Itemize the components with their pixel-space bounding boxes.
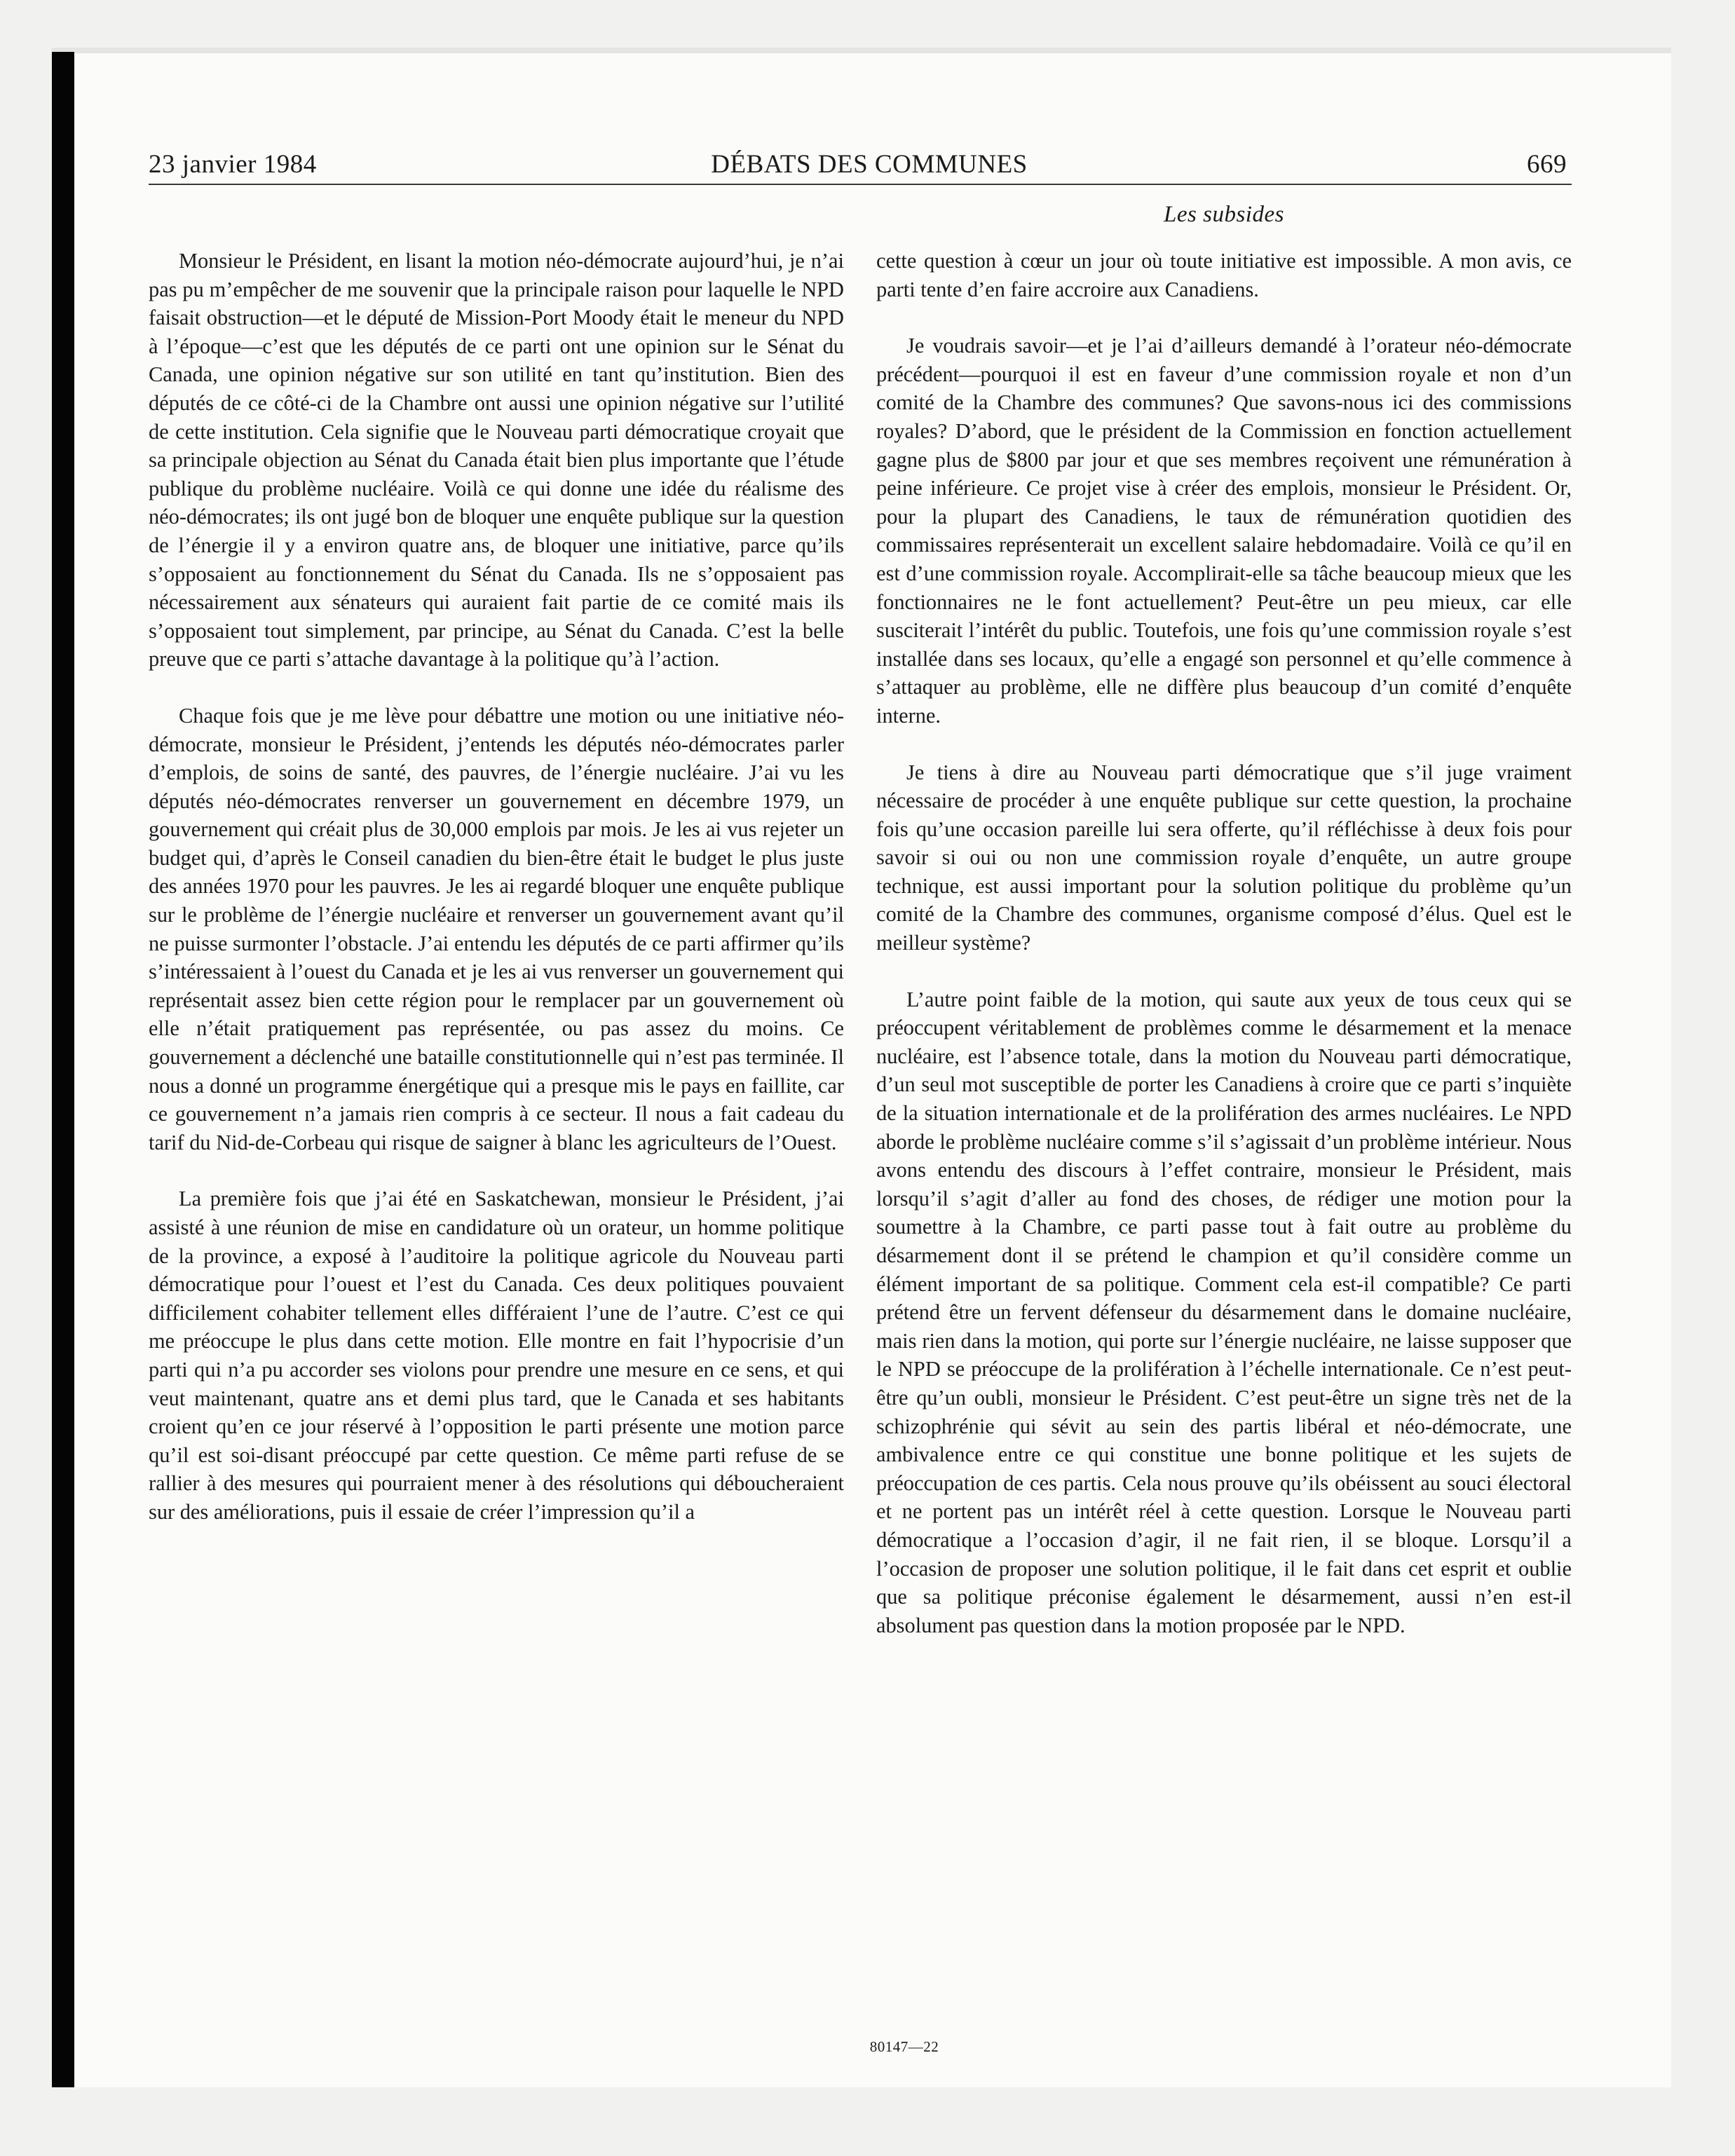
header-page-number: 669 <box>1527 150 1567 179</box>
header-title: DÉBATS DES COMMUNES <box>711 150 1028 179</box>
paragraph-continued: cette question à cœur un jour où toute initiative est impossible. A mon avis, ce parti tente d’en faire accroire aux Canadiens. <box>876 249 1572 301</box>
header-date: 23 janvier 1984 <box>149 150 317 179</box>
paragraph: Je voudrais savoir—et je l’ai d’ailleurs demandé à l’orateur néo-démocrate précédent—pourquoi il est en faveur d’une commission royale et non d’un comité de la Chambre des communes? Que savons-nous ici des commissions royales? D’abord, que le président de la Commission en fonction actuellement gagne plus de $800 par jour et que ses membres reçoivent une rémunération à peine inférieure. Ce projet vise à créer des emplois, monsieur le Président. Or, pour la plupart des Canadiens, le taux de rémunération quotidien des commissaires représenterait un excellent salaire hebdomadaire. Voilà ce qu’il en est d’une commission royale. Accomplirait-elle sa tâche beaucoup mieux que les fonctionnaires ne le font actuellement? Peut-être un peu mieux, car elle susciterait l’intérêt du public. Toutefois, une fois qu’une commission royale s’est installée dans ses locaux, qu’elle a engagé son personnel et qu’elle commence à s’attaquer au problème, elle ne diffère plus beaucoup d’un comité d’enquête interne. <box>876 334 1572 728</box>
section-heading: Les subsides <box>1164 202 1284 227</box>
scan-top-shadow <box>52 48 1671 53</box>
paragraph: Chaque fois que je me lève pour débattre une motion ou une initiative néo-démocrate, monsieur le Président, j’entends les députés néo-démocrates parler d’emplois, de soins de santé, des pauvres, de l’énergie nucléaire. J’ai vu les députés néo-démocrates renverser un gouvernement en décembre 1979, un gouvernement qui créait plus de 30,000 emplois par mois. Je les ai vus rejeter un budget qui, d’après le Conseil canadien du bien-être était le budget le plus juste des années 1970 pour les pauvres. Je les ai regardé bloquer une enquête publique sur le problème de l’énergie nucléaire et renverser un gouvernement avant qu’il ne puisse surmonter l’obstacle. J’ai entendu les députés de ce parti affirmer qu’ils s’intéressaient à l’ouest du Canada et je les ai vus renverser un gouvernement qui représentait assez bien cette région pour le remplacer par un gouvernement où elle n’était pratiquement pas représentée, ou pas assez du moins. Ce gouvernement a déclenché une bataille constitutionnelle qui n’est pas terminée. Il nous a donné un programme énergétique qui a presque mis le pays en faillite, car ce gouvernement n’a jamais rien compris à ce secteur. Il nous a fait cadeau du tarif du Nid-de-Corbeau qui risque de saigner à blanc les agriculteurs de l’Ouest. <box>149 703 844 1154</box>
paragraph: Monsieur le Président, en lisant la motion néo-démocrate aujourd’hui, je n’ai pas pu m’empêcher de me souvenir que la principale raison pour laquelle le NPD faisait obstruction—et le député de Mission-Port Moody était le meneur du NPD à l’époque—c’est que les députés de ce parti ont une opinion sur le Sénat du Canada, une opinion négative sur son utilité en tant qu’institution. Bien des députés de ce côté-ci de la Chambre ont aussi une opinion négative sur l’utilité de cette institution. Cela signifie que le Nouveau parti démocratique croyait que sa principale objection au Sénat du Canada était bien plus importante que l’étude publique du problème nucléaire. Voilà ce qui donne une idée du réalisme des néo-démocrates; ils ont jugé bon de bloquer une enquête publique sur la question de l’énergie il y a environ quatre ans, de bloquer une initiative, parce qu’ils s’opposaient au fonctionnement du Sénat du Canada. Ils ne s’opposaient pas nécessairement aux sénateurs qui auraient fait partie de ce comité mais ils s’opposaient tout simplement, par principe, au Sénat du Canada. C’est la belle preuve que ce parti s’attache davantage à la politique qu’à l’action. <box>149 249 844 671</box>
footer-code: 80147—22 <box>869 2038 939 2055</box>
scan-edge <box>52 52 74 2087</box>
paragraph: L’autre point faible de la motion, qui saute aux yeux de tous ceux qui se préoccupent véritablement de problèmes comme le désarmement et la menace nucléaire, est l’absence totale, dans la motion du Nouveau parti démocratique, d’un seul mot susceptible de porter les Canadiens à croire que ce parti s’inquiète de la situation internationale et de la prolifération des armes nucléaires. Le NPD aborde le problème nucléaire comme s’il s’agissait d’un problème intérieur. Nous avons entendu des discours à l’effet contraire, monsieur le Président, mais lorsqu’il s’agit d’aller au fond des choses, de rédiger une motion pour la soumettre à la Chambre, ce parti passe tout à fait outre au problème du désarmement dont il se prétend le champion et qu’il considère comme un élément important de sa politique. Comment cela est-il compatible? Ce parti prétend être un fervent défenseur du désarmement dans le domaine nucléaire, mais rien dans la motion, qui porte sur l’énergie nucléaire, ne laisse supposer que le NPD se préoccupe de la prolifération à l’échelle internationale. Ce n’est peut-être qu’un oubli, monsieur le Président. C’est peut-être un signe très net de la schizophrénie qui sévit au sein des partis libéral et néo-démocrate, une ambivalence entre ce qui constitue une bonne politique et les sujets de préoccupation de ces partis. Cela nous prouve qu’ils obéissent au souci électoral et ne portent pas un intérêt réel à cette question. Lorsque le Nouveau parti démocratique a l’occasion d’agir, il ne fait rien, il se bloque. Lorsqu’il a l’occasion de proposer une solution politique, il le fait dans cet esprit et oublie que sa politique préconise également le désarmement, aussi n’en est-il absolument pas question dans la motion proposée par le NPD. <box>876 987 1572 1637</box>
paragraph: La première fois que j’ai été en Saskatchewan, monsieur le Président, j’ai assisté à une réunion de mise en candidature où un orateur, un homme politique de la province, a exposé à l’auditoire la politique agricole du Nouveau parti démocratique pour l’ouest et l’est du Canada. Ces deux politiques pouvaient difficilement cohabiter tellement elles différaient l’une de l’autre. C’est ce qui me préoccupe le plus dans cette motion. Elle montre en fait l’hypocrisie d’un parti qui n’a pu accorder ses violons pour prendre une mesure en ce sens, et qui veut maintenant, quatre ans et demi plus tard, que le Canada et ses habitants croient qu’en ce jour réservé à l’opposition le parti présente une motion parce qu’il est soi-disant préoccupé par cette question. Ce même parti refuse de se rallier à des mesures qui pourraient mener à des résolutions qui déboucheraient sur des améliorations, puis il essaie de créer l’impression qu’il a <box>149 1187 844 1524</box>
right-column <box>876 247 1572 1667</box>
left-column <box>149 247 844 1555</box>
header-rule <box>149 184 1572 185</box>
paragraph: Je tiens à dire au Nouveau parti démocratique que s’il juge vraiment nécessaire de procéder à une enquête publique sur cette question, la prochaine fois qu’une occasion pareille lui sera offerte, qu’il réfléchisse à deux fois pour savoir si oui ou non une commission royale d’enquête, un autre groupe technique, est aussi important pour la solution politique du problème qu’un comité de la Chambre des communes, organisme composé d’élus. Quel est le meilleur système? <box>876 760 1572 955</box>
